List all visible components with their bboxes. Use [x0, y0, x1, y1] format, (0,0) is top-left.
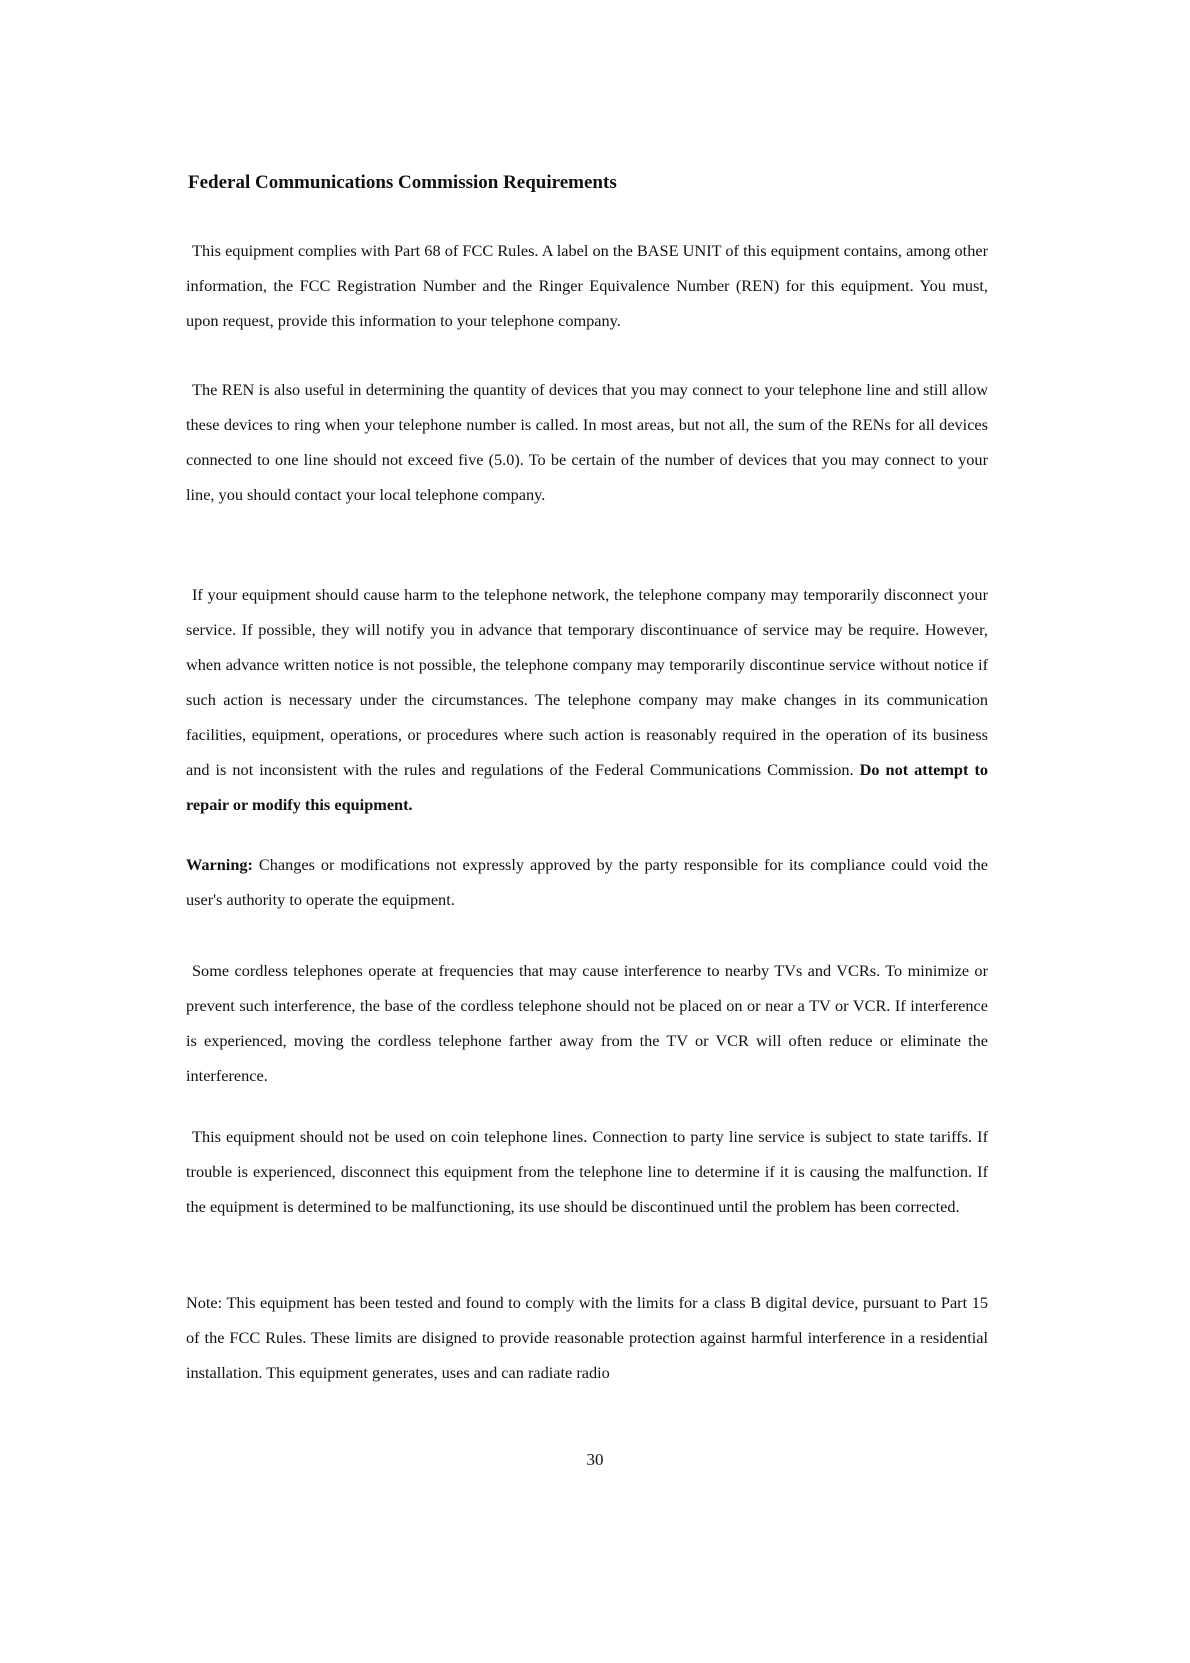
paragraph-network-harm [186, 577, 988, 822]
warning-label: Warning: [186, 855, 253, 874]
paragraph-fcc-part68: This equipment complies with Part 68 of FCC Rules. A label on the BASE UNIT of this equipment contains, among other information, the FCC Registration Number and the Ringer Equivalence Number (REN) for this equipment. You must, upon request, provide this information to your telephone company. [186, 241, 988, 330]
network-harm-text: If your equipment should cause harm to the telephone network, the telephone company may temporarily disconnect your service. If possible, they will notify you in advance that temporary discontinuance of service may be require. However, when advance written notice is not possible, the telephone company may temporarily discontinue service without notice if such action is necessary under the circumstances. The telephone company may make changes in its communication facilities, equipment, operations, or procedures where such action is reasonably required in the operation of its business and is not inconsistent with the rules and regulations of the Federal Communications Commission. [186, 585, 988, 779]
paragraph-part15-note: Note: This equipment has been tested and found to comply with the limits for a class B digital device, pursuant to Part 15 of the FCC Rules. These limits are disigned to provide reasonable protection against harmful interference in a residential installation. This equipment generates, uses and can radiate radio [186, 1293, 988, 1382]
page-number: 30 [586, 1450, 604, 1469]
paragraph-ren: The REN is also useful in determining the quantity of devices that you may connect to your telephone line and still allow these devices to ring when your telephone number is called. In most areas, but not all, the sum of the RENs for all devices connected to one line should not exceed five (5.0). To be certain of the number of devices that you may connect to your line, you should contact your local telephone company. [186, 380, 988, 504]
paragraph-interference: Some cordless telephones operate at frequencies that may cause interference to nearby TVs and VCRs. To minimize or prevent such interference, the base of the cordless telephone should not be placed on or near a TV or VCR. If interference is experienced, moving the cordless telephone farther away from the TV or VCR will often reduce or eliminate the interference. [186, 961, 988, 1085]
repair-notice: Do not attempt to repair or modify this equipment. [186, 760, 989, 814]
page-title: Federal Communications Commission Requirements [188, 172, 617, 193]
paragraph-warning [186, 847, 988, 917]
paragraph-coin-lines: This equipment should not be used on coin telephone lines. Connection to party line service is subject to state tariffs. If trouble is experienced, disconnect this equipment from the telephone line to determine if it is causing the malfunction. If the equipment is determined to be malfunctioning, its use should be discontinued until the problem has been corrected. [186, 1127, 988, 1216]
warning-text: Changes or modifications not expressly approved by the party responsible for its compliance could void the user's authority to operate the equipment. [186, 855, 988, 909]
